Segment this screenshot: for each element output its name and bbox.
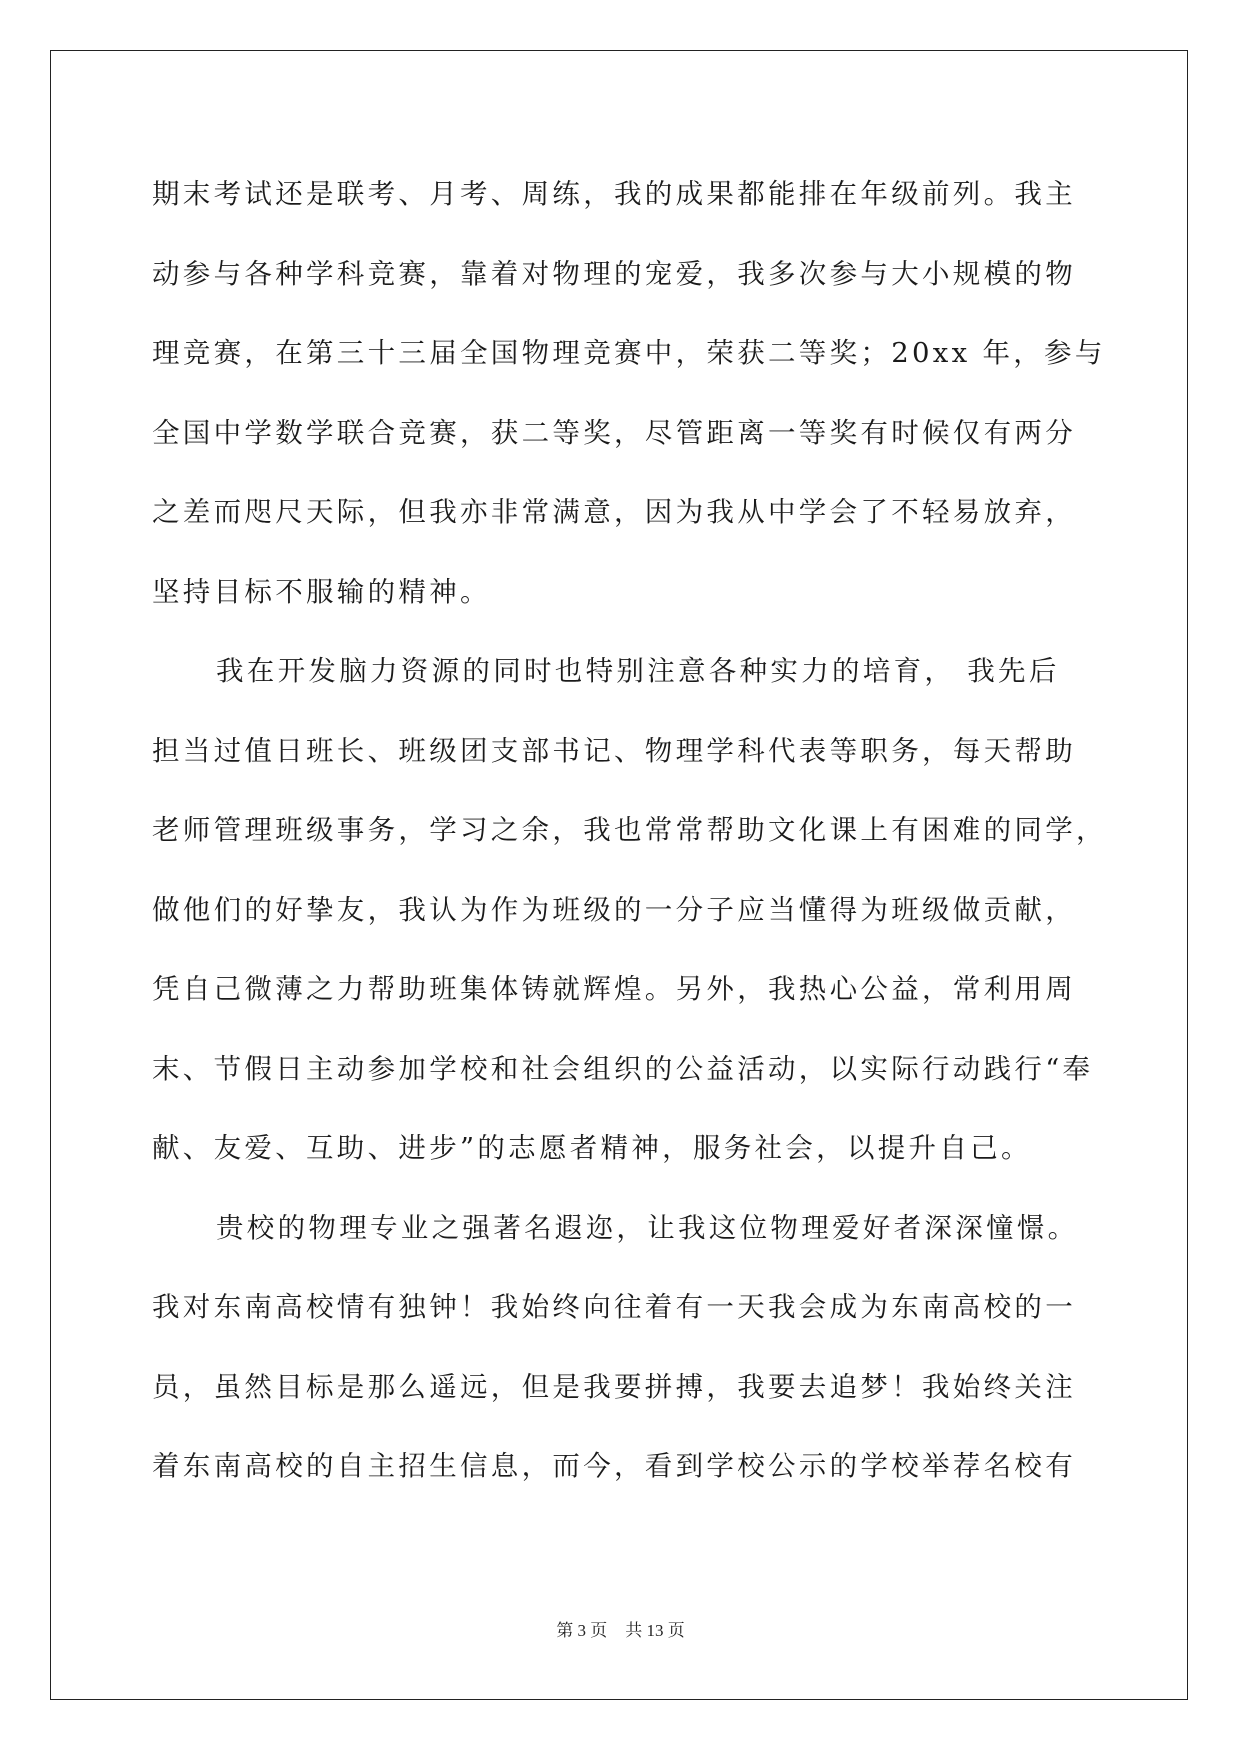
text-line: 动参与各种学科竞赛，靠着对物理的宠爱，我多次参与大小规模的物 bbox=[152, 257, 1076, 290]
text-line: 末、节假日主动参加学校和社会组织的公益活动，以实际行动践行“奉 bbox=[152, 1052, 1094, 1085]
text-line: 之差而咫尺天际，但我亦非常满意，因为我从中学会了不轻易放弃， bbox=[152, 496, 1076, 528]
page-number: 第 3 页 bbox=[556, 1621, 608, 1640]
text-line: 老师管理班级事务，学习之余，我也常常帮助文化课上有困难的同学， bbox=[152, 814, 1107, 846]
text-line: 凭自己微薄之力帮助班集体铸就辉煌。另外，我热心公益，常利用周 bbox=[152, 973, 1076, 1005]
text-line: 员，虽然目标是那么遥远，但是我要拼搏，我要去追梦！我始终关注 bbox=[152, 1370, 1076, 1403]
page-footer bbox=[0, 1616, 1241, 1641]
text-line: 我对东南高校情有独钟！我始终向往着有一天我会成为东南高校的一 bbox=[152, 1291, 1076, 1323]
page-total: 共 13 页 bbox=[625, 1621, 685, 1640]
text-line: 期末考试还是联考、月考、周练，我的成果都能排在年级前列。我主 bbox=[152, 178, 1076, 210]
text-line: 做他们的好挚友，我认为作为班级的一分子应当懂得为班级做贡献， bbox=[152, 893, 1076, 926]
text-line: 担当过值日班长、班级团支部书记、物理学科代表等职务，每天帮助 bbox=[152, 734, 1076, 767]
text-line: 坚持目标不服输的精神。 bbox=[152, 575, 491, 608]
text-line: 全国中学数学联合竞赛，获二等奖，尽管距离一等奖有时候仅有两分 bbox=[152, 416, 1076, 449]
paragraph-start-line: 贵校的物理专业之强著名遐迩，让我这位物理爱好者深深憧憬。 bbox=[216, 1211, 1079, 1244]
body-text bbox=[152, 155, 1107, 1507]
text-line: 献、友爱、互助、进步”的志愿者精神，服务社会，以提升自己。 bbox=[152, 1132, 1032, 1164]
text-line: 理竞赛，在第三十三届全国物理竞赛中，荣获二等奖；20xx 年，参与 bbox=[152, 337, 1106, 369]
text-line: 着东南高校的自主招生信息，而今，看到学校公示的学校举荐名校有 bbox=[152, 1450, 1076, 1482]
paragraph-start-line: 我在开发脑力资源的同时也特别注意各种实力的培育， 我先后 bbox=[216, 655, 1060, 687]
